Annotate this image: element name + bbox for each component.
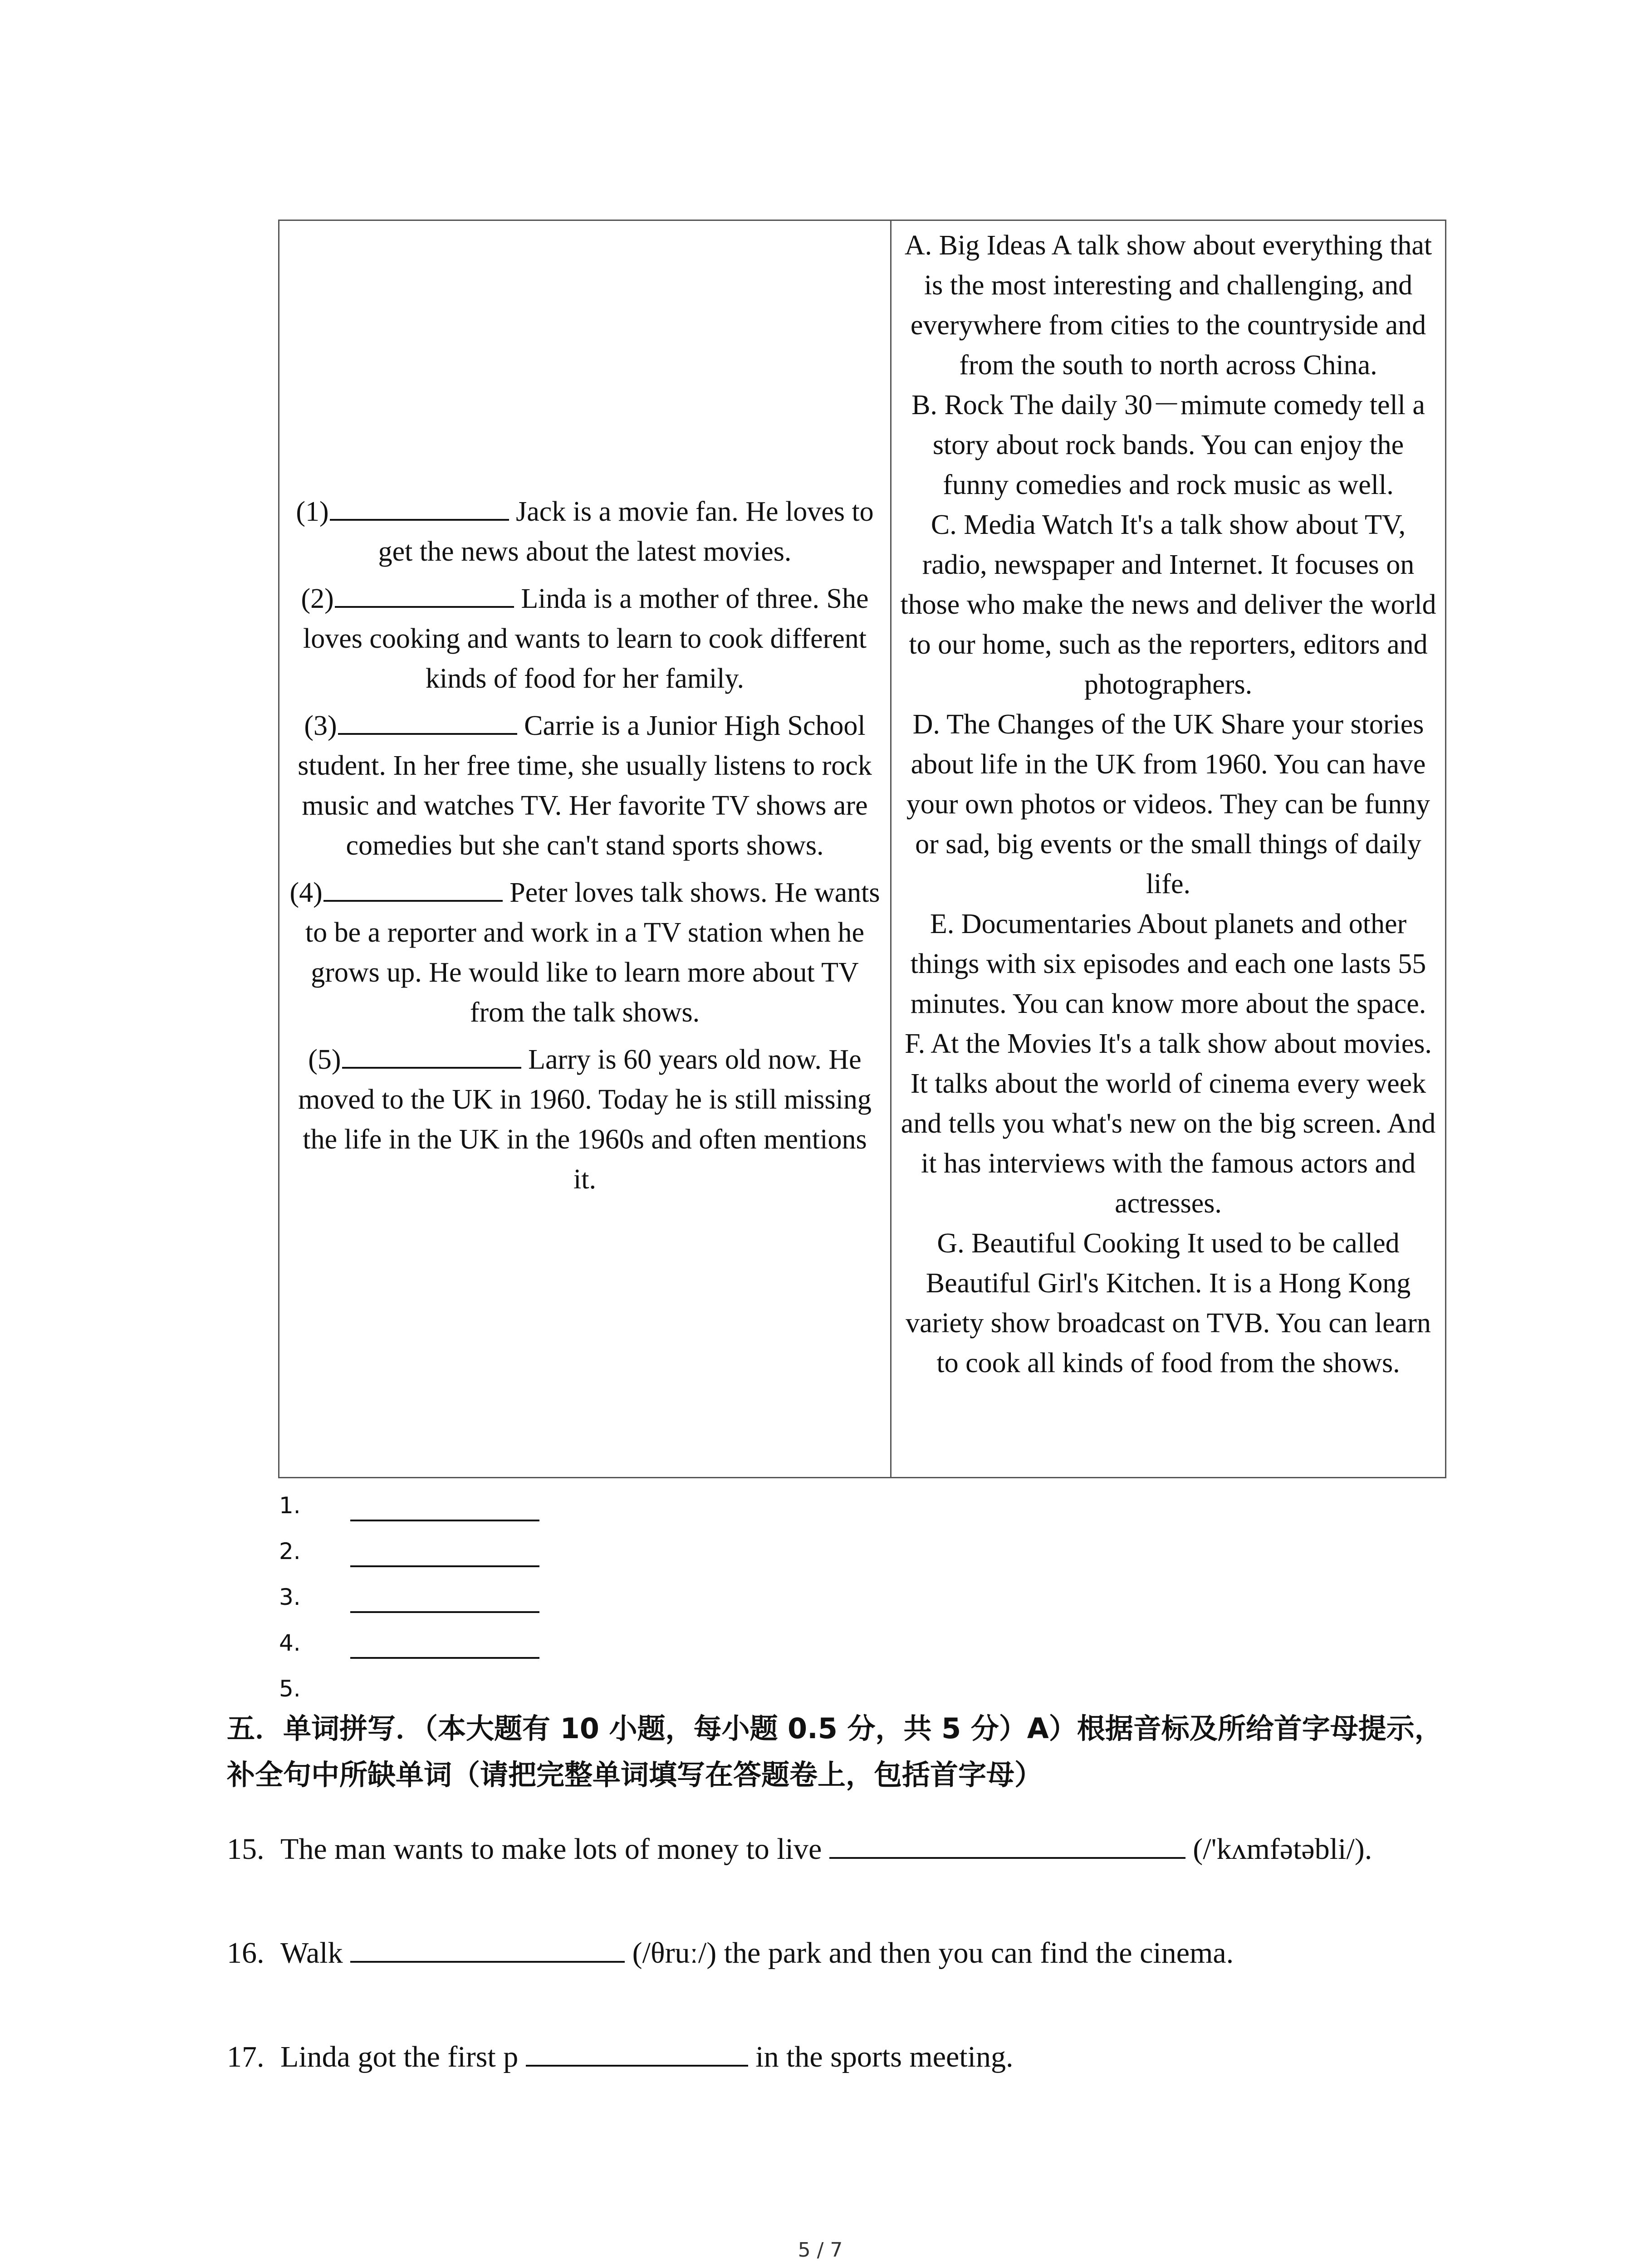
show-option: F. At the Movies It's a talk show about movies. It talks about the world of cinema every week and tells you what's new on the big screen. And it has interviews with the famous actors and actresses.: [901, 1028, 1436, 1219]
question-text-after: in the sports meeting.: [755, 2040, 1014, 2073]
show-option: B. Rock The daily 30－mimute comedy tell a story about rock bands. You can enjoy the funny comedies and rock music as well.: [911, 390, 1425, 500]
question-text: Linda got the first p: [280, 2040, 519, 2073]
show-option: C. Media Watch It's a talk show about TV, radio, newspaper and Internet. It focuses on those who make the news and deliver the world to our home, such as the reporters, editors and photographers.: [900, 509, 1436, 700]
section-title: 五．单词拼写．（本大题有 10 小题，每小题 0.5 分，共 5 分）A）根据音标及所给首字母提示，补全句中所缺单词（请把完整单词填写在答题卷上，包括首字母）: [227, 1712, 1443, 1791]
answer-line[interactable]: [350, 1611, 539, 1613]
item-text: Linda is a mother of three. She loves cooking and wants to learn to cook different kinds of food for her family.: [303, 583, 869, 694]
matching-table: [278, 220, 1446, 1478]
show-option: E. Documentaries About planets and other things with six episodes and each one lasts 55 minutes. You can know more about the space.: [910, 909, 1426, 1019]
item-number: (2): [301, 583, 334, 614]
item-number: (1): [296, 496, 329, 527]
item-text: Larry is 60 years old now. He moved to the UK in 1960. Today he is still missing the life in the UK in the 1960s and often mentions it.: [298, 1044, 872, 1195]
item-text: Jack is a movie fan. He loves to get the news about the latest movies.: [378, 496, 874, 567]
answer-blank[interactable]: [350, 1933, 625, 1963]
question-number: 16.: [227, 1936, 265, 1970]
answer-blank[interactable]: [829, 1829, 1185, 1859]
person-item: [289, 579, 881, 699]
person-item: [289, 1040, 881, 1199]
people-column: [279, 220, 891, 1478]
item-text: Peter loves talk shows. He wants to be a reporter and work in a TV station when he grows up. He would like to learn more about TV from the talk shows.: [305, 877, 880, 1028]
answer-number: 2.: [279, 1538, 301, 1564]
person-item: [289, 873, 881, 1032]
answer-blank[interactable]: [338, 706, 517, 735]
answer-blank[interactable]: [526, 2037, 748, 2067]
show-option: D. The Changes of the UK Share your stories about life in the UK from 1960. You can have your own photos or videos. They can be funny or sad, big events or the small things of daily life.: [906, 709, 1430, 899]
answer-number: 4.: [279, 1630, 301, 1656]
answer-line[interactable]: [350, 1520, 539, 1521]
question-number: 17.: [227, 2040, 265, 2073]
person-item: [289, 706, 881, 865]
answer-number: 3.: [279, 1584, 301, 1610]
question-16: [227, 1933, 1234, 1970]
answer-blank[interactable]: [323, 873, 503, 902]
question-text: Walk: [280, 1936, 343, 1970]
answer-number: 5.: [279, 1676, 301, 1702]
question-number: 15.: [227, 1833, 265, 1866]
item-number: (4): [289, 877, 323, 908]
answer-number: 1.: [279, 1492, 301, 1519]
item-number: (5): [308, 1044, 341, 1075]
answer-blank[interactable]: [335, 579, 514, 608]
answer-line[interactable]: [350, 1565, 539, 1567]
question-17: [227, 2037, 1014, 2074]
page-number: 5 / 7: [798, 2239, 843, 2262]
question-15: [227, 1829, 1372, 1867]
question-text: The man wants to make lots of money to live: [280, 1833, 822, 1866]
answer-blank[interactable]: [330, 492, 509, 521]
answer-line[interactable]: [350, 1657, 539, 1659]
shows-column: [891, 220, 1446, 1478]
item-text: Carrie is a Junior High School student. In her free time, she usually listens to rock music and watches TV. Her favorite TV shows are comedies but she can't stand sports shows.: [298, 710, 872, 861]
question-text-after: (/θruː/) the park and then you can find the cinema.: [632, 1936, 1234, 1970]
answer-blank[interactable]: [342, 1040, 521, 1069]
question-text-after: (/'kʌmfətəbli/).: [1193, 1833, 1372, 1866]
item-number: (3): [304, 710, 337, 741]
show-option: A. Big Ideas A talk show about everything that is the most interesting and challenging, and everywhere from cities to the countryside and from the south to north across China.: [904, 230, 1432, 381]
person-item: [289, 492, 881, 572]
show-option: G. Beautiful Cooking It used to be called Beautiful Girl's Kitchen. It is a Hong Kong variety show broadcast on TVB. You can learn to cook all kinds of food from the shows.: [906, 1228, 1431, 1378]
